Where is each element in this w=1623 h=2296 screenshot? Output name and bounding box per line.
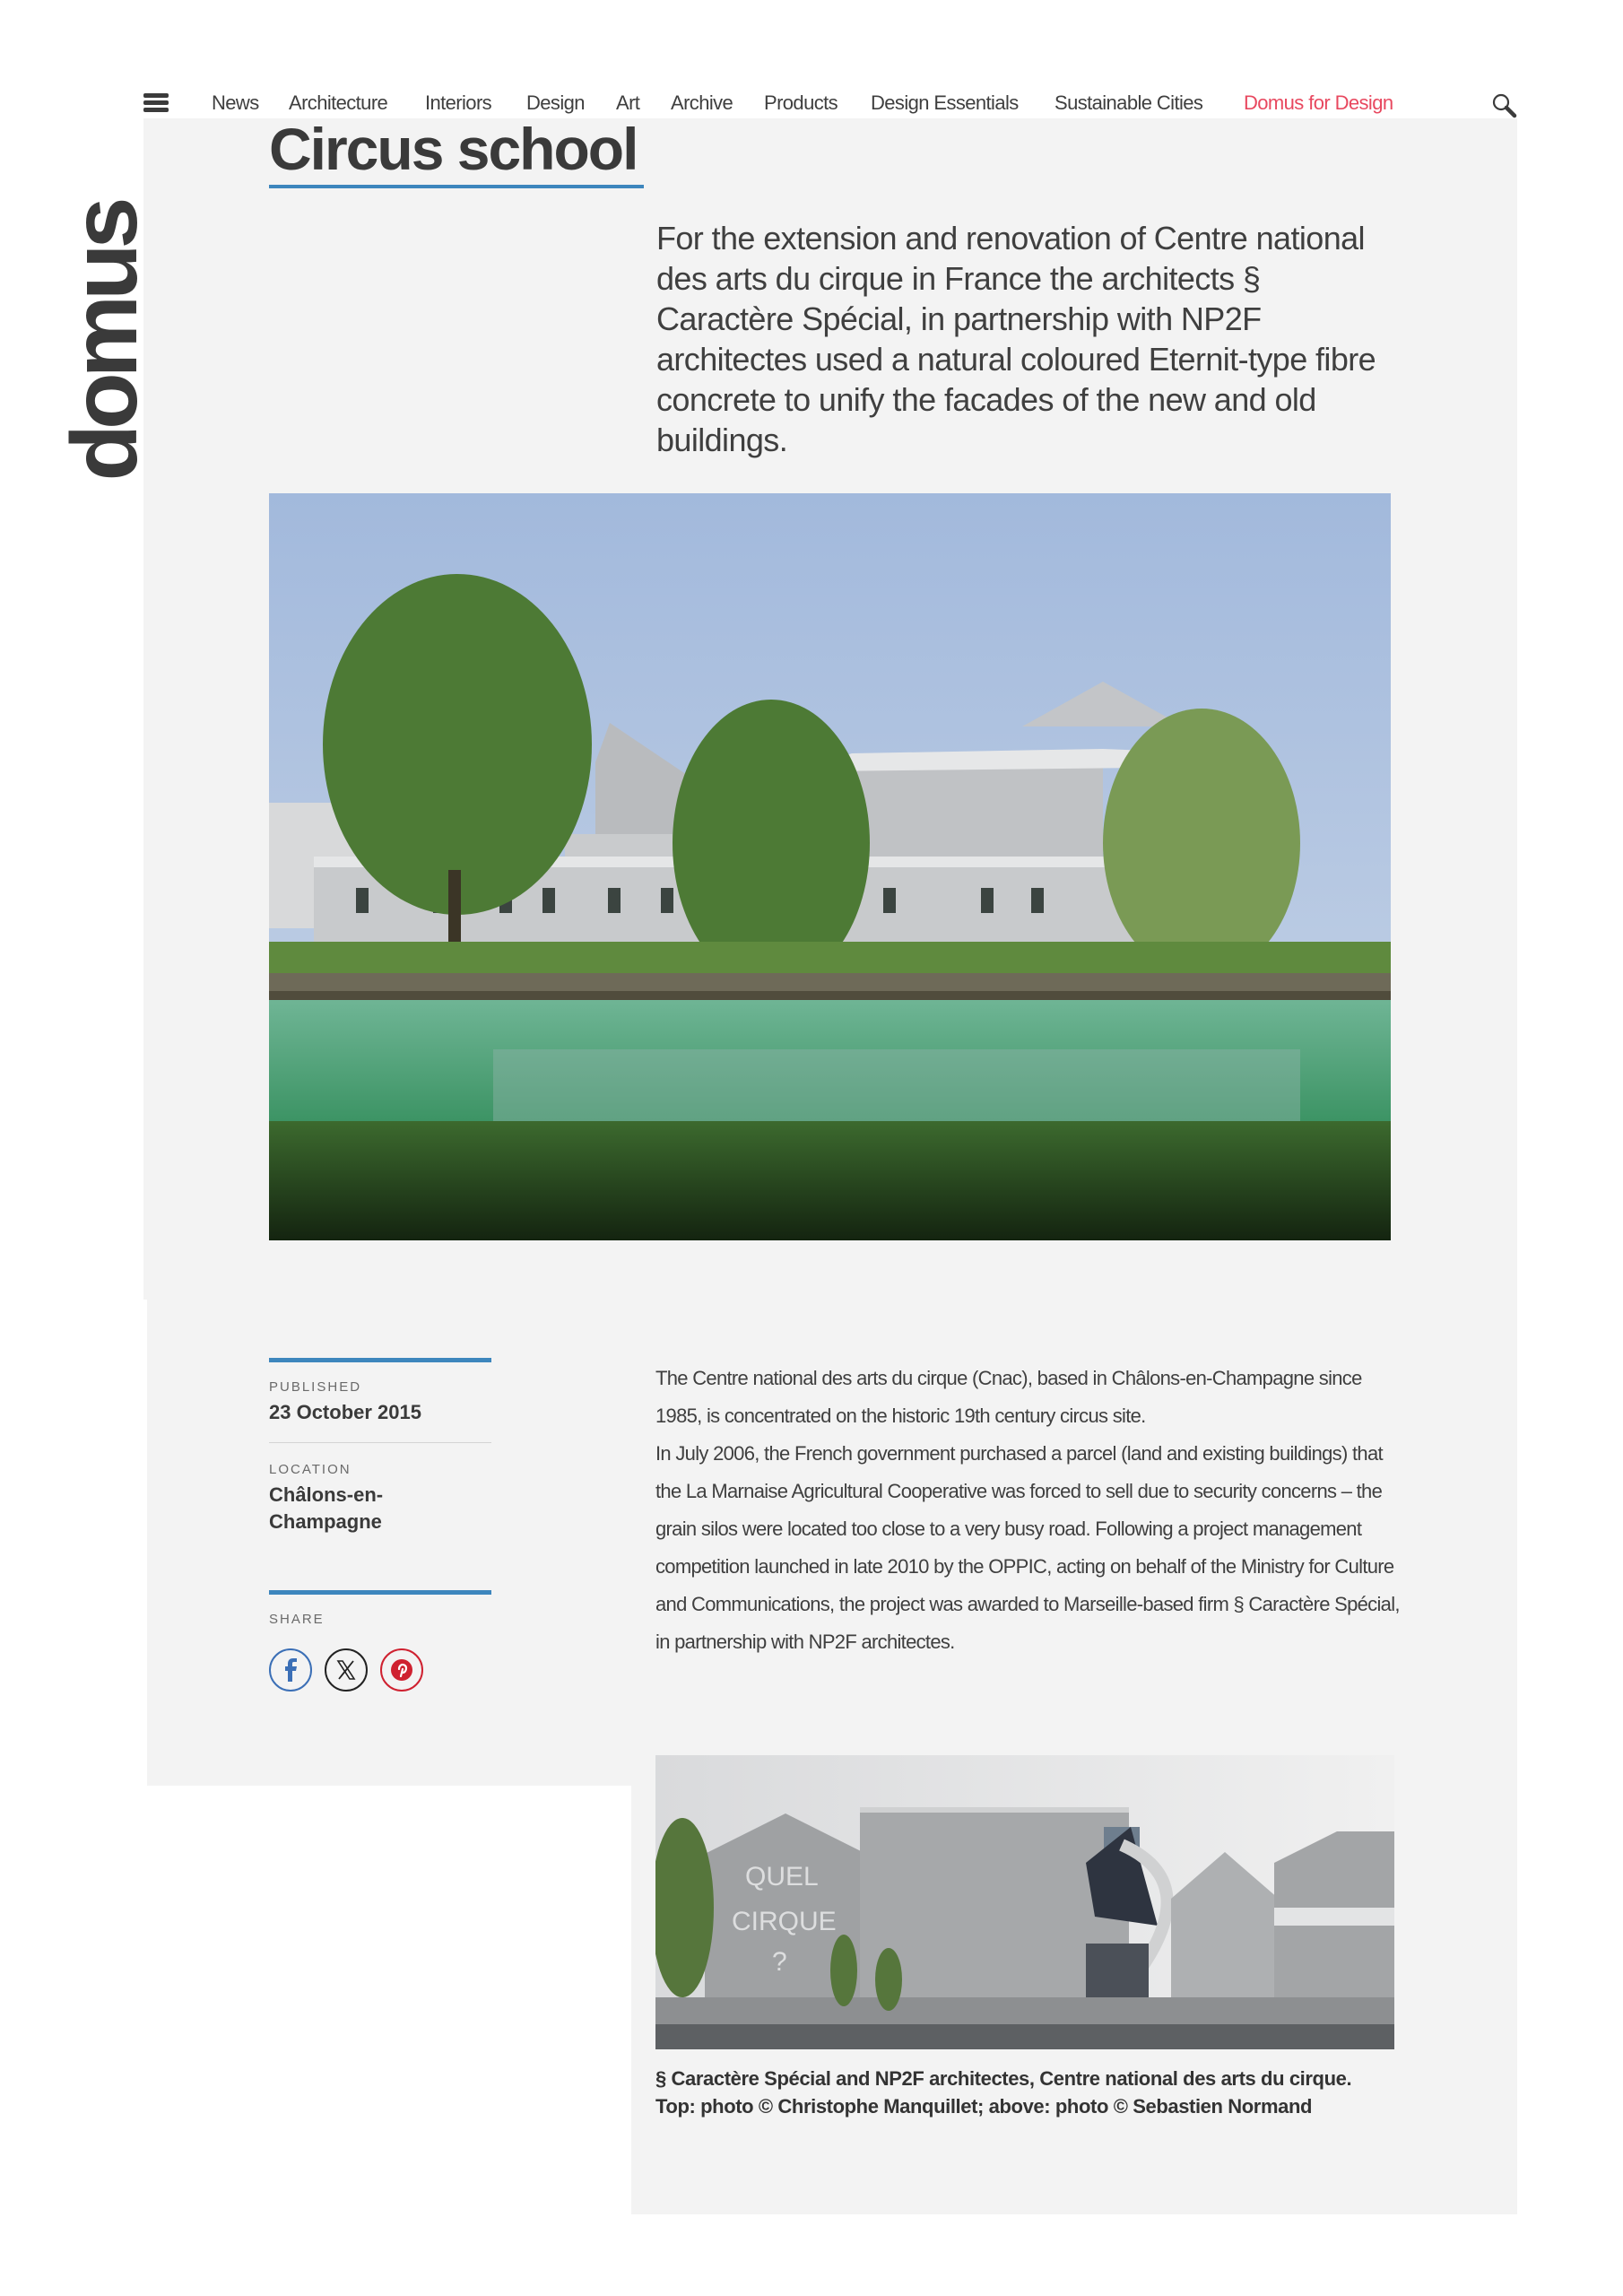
- search-icon[interactable]: [1491, 92, 1518, 119]
- svg-text:QUEL: QUEL: [745, 1862, 819, 1892]
- share-label: SHARE: [269, 1612, 325, 1627]
- nav-item-architecture[interactable]: Architecture: [289, 91, 388, 114]
- nav-item-products[interactable]: Products: [764, 91, 838, 114]
- published-date: 23 October 2015: [269, 1401, 421, 1423]
- nav-item-interiors[interactable]: Interiors: [425, 91, 492, 114]
- nav-item-design[interactable]: Design: [526, 91, 585, 114]
- nav-item-art[interactable]: Art: [616, 91, 640, 114]
- x-icon: [335, 1659, 357, 1681]
- secondary-image: [655, 1755, 1394, 2049]
- share-facebook-button[interactable]: [269, 1648, 312, 1692]
- meta-top-rule: [269, 1358, 491, 1362]
- hero-image: [269, 493, 1391, 1240]
- share-x-button[interactable]: [325, 1648, 368, 1692]
- body-paragraph: In July 2006, the French government purchased a parcel (land and existing buildings) that the La Marnaise Agricultural Cooperative was forced to sell due to security concerns – the grain silos were located too close to a very busy road. Following a project management competition launched in late 2010 by the OPPIC, acting on behalf of the Ministry for Culture and Communications, the project was awarded to Marseille-based firm § Caractère Spécial, in partnership with NP2F architectes.: [655, 1442, 1400, 1653]
- nav-item-sustainable-cities[interactable]: Sustainable Cities: [1055, 91, 1203, 114]
- share-top-rule: [269, 1590, 491, 1595]
- share-buttons: [269, 1648, 423, 1692]
- location-label: LOCATION: [269, 1462, 352, 1477]
- meta-divider: [269, 1442, 491, 1443]
- hamburger-menu-icon[interactable]: [143, 93, 169, 113]
- published-label: PUBLISHED: [269, 1379, 362, 1395]
- domus-logo[interactable]: [53, 200, 157, 483]
- body-paragraph: The Centre national des arts du cirque (Cnac), based in Châlons-en-Champagne since 1985, is concentrated on the historic 19th century circus site.: [655, 1367, 1362, 1427]
- nav-item-archive[interactable]: Archive: [671, 91, 733, 114]
- location-value[interactable]: Châlons-en-Champagne: [269, 1483, 384, 1533]
- logo-text: domus: [53, 202, 157, 482]
- nav-item-domus-for-design[interactable]: Domus for Design: [1244, 91, 1393, 114]
- image-caption: § Caractère Spécial and NP2F architectes, Centre national des arts du cirque. Top: photo © Christophe Manquillet; above: photo © Sebastien Normand: [655, 2067, 1352, 2118]
- title-underline: [269, 185, 644, 188]
- svg-text:?: ?: [772, 1947, 787, 1977]
- page-title: Circus school: [269, 116, 638, 182]
- share-pinterest-button[interactable]: [380, 1648, 423, 1692]
- svg-text:CIRQUE: CIRQUE: [732, 1907, 837, 1936]
- pinterest-icon: [390, 1658, 413, 1682]
- facebook-icon: [281, 1658, 300, 1682]
- article-lede: For the extension and renovation of Centre national des arts du cirque in France the architects § Caractère Spécial, in partnership with NP2F architectes used a natural coloured Eternit-type fibre concrete to unify the facades of the new and old buildings.: [656, 220, 1376, 458]
- article-body: [655, 1360, 1409, 1661]
- nav-item-news[interactable]: News: [212, 91, 259, 114]
- nav-item-design-essentials[interactable]: Design Essentials: [871, 91, 1019, 114]
